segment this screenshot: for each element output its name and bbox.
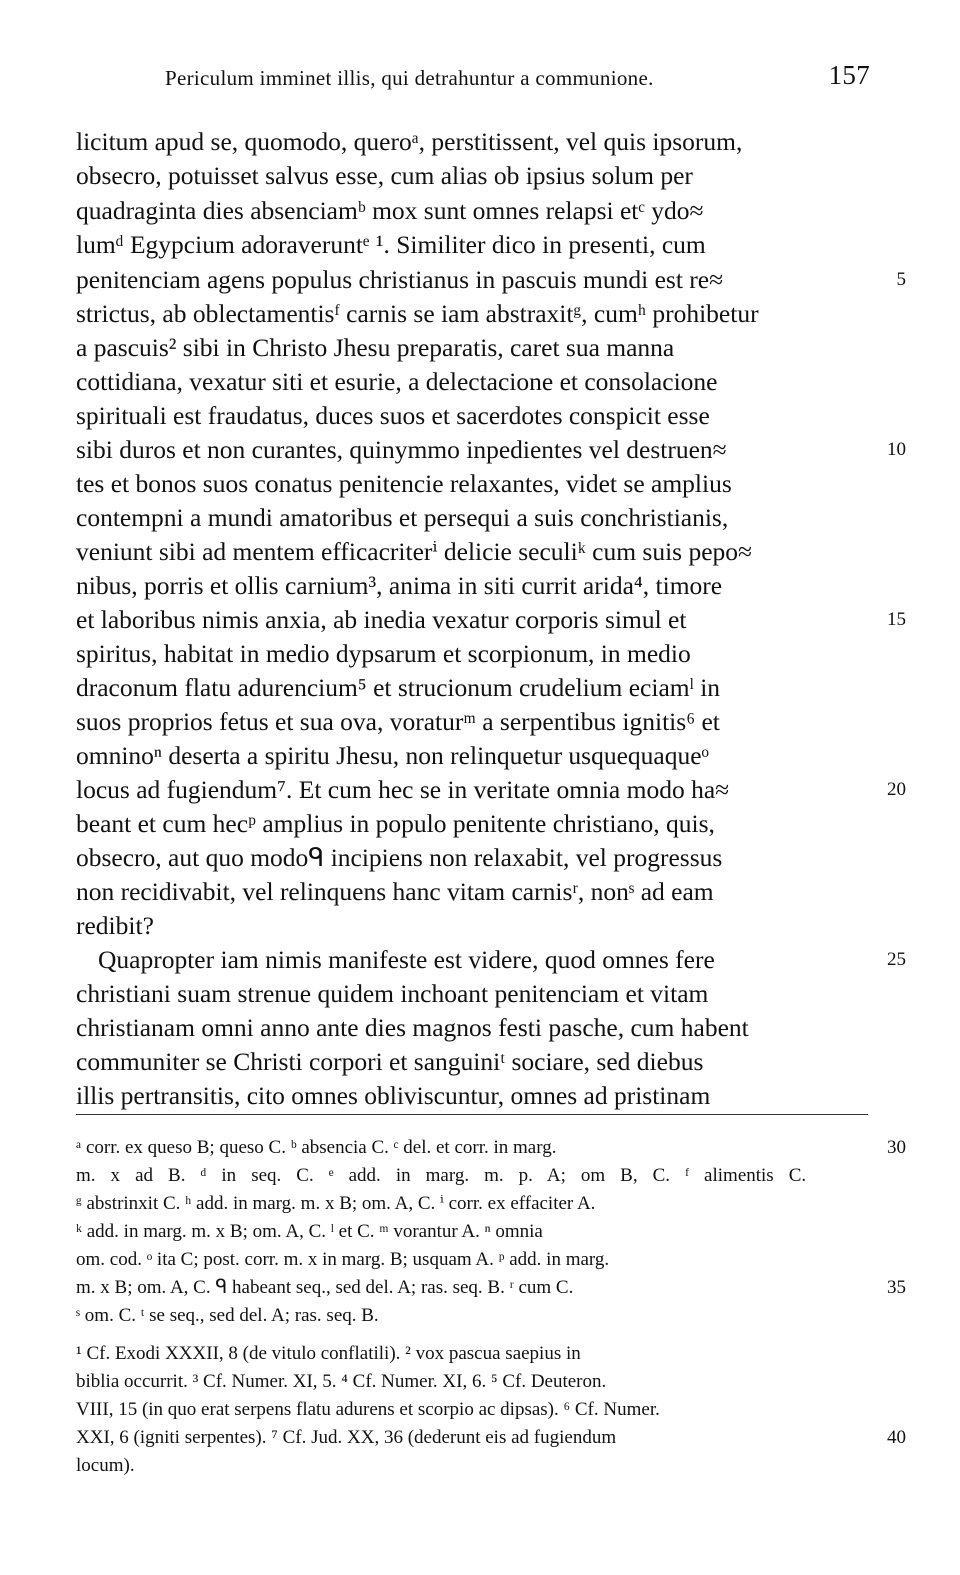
text-line: penitenciam agens populus christianus in pascuis mundi est re≈ [76, 265, 724, 294]
text-line: obsecro, potuisset salvus esse, cum alias ob ipsius solum per [76, 161, 693, 190]
apparatus-line: m. x B; om. A, C. ᑫ habeant seq., sed del. A; ras. seq. B. ʳ cum C. [76, 1277, 574, 1298]
apparatus-line: ˢ om. C. ᵗ se seq., sed del. A; ras. seq. B. [76, 1305, 379, 1326]
page-number: 157 [828, 60, 870, 90]
text-line: illis pertransitis, cito omnes obliviscuntur, omnes ad pristinam [76, 1081, 711, 1110]
text-line: spirituali est fraudatus, duces suos et sacerdotes conspicit esse [76, 401, 710, 430]
line-number: 5 [896, 269, 906, 290]
apparatus-divider [76, 1114, 868, 1115]
text-line: quadraginta dies absenciamᵇ mox sunt omnes relapsi etᶜ ydo≈ [76, 196, 704, 225]
text-line: christiani suam strenue quidem inchoant penitenciam et vitam [76, 979, 709, 1008]
apparatus-line: ᵃ corr. ex queso B; queso C. ᵇ absencia C. ᶜ del. et corr. in marg. [76, 1137, 557, 1158]
source-line: XXI, 6 (igniti serpentes). ⁷ Cf. Jud. XX, 36 (dederunt eis ad fugiendum [76, 1427, 617, 1448]
text-line: redibit? [76, 911, 154, 940]
text-line: suos proprios fetus et sua ova, voraturᵐ a serpentibus ignitis⁶ et [76, 707, 720, 736]
text-line: locus ad fugiendum⁷. Et cum hec se in veritate omnia modo ha≈ [76, 775, 730, 804]
running-head [165, 60, 870, 100]
source-line: ¹ Cf. Exodi XXXII, 8 (de vitulo conflatili). ² vox pascua saepius in [76, 1343, 581, 1364]
text-line: sibi duros et non curantes, quinymmo inpedientes vel destruen≈ [76, 435, 727, 464]
text-line: licitum apud se, quomodo, queroᵃ, perstitissent, vel quis ipsorum, [76, 127, 743, 156]
text-line: a pascuis² sibi in Christo Jhesu preparatis, caret sua manna [76, 333, 675, 362]
text-line: communiter se Christi corpori et sanguiniᵗ sociare, sed diebus [76, 1047, 704, 1076]
apparatus-line: om. cod. ᵒ ita C; post. corr. m. x in marg. B; usquam A. ᵖ add. in marg. [76, 1249, 610, 1270]
text-line: lumᵈ Egypcium adoraveruntᵉ ¹. Similiter dico in presenti, cum [76, 230, 706, 259]
text-line: contempni a mundi amatoribus et persequi a suis conchristianis, [76, 503, 729, 532]
line-number: 20 [887, 779, 906, 800]
text-line: draconum flatu adurencium⁵ et strucionum crudelium eciamˡ in [76, 673, 721, 702]
line-number: 25 [887, 949, 906, 970]
text-line: christianam omni anno ante dies magnos festi pasche, cum habent [76, 1013, 749, 1042]
running-title: Periculum imminet illis, qui detrahuntur a communione. [165, 66, 654, 90]
source-line: biblia occurrit. ³ Cf. Numer. XI, 5. ⁴ Cf. Numer. XI, 6. ⁵ Cf. Deuteron. [76, 1371, 607, 1392]
apparatus-line: ᵍ abstrinxit C. ʰ add. in marg. m. x B; om. A, C. ⁱ corr. ex effaciter A. [76, 1193, 596, 1214]
text-line: nibus, porris et ollis carnium³, anima in siti currit arida⁴, timore [76, 571, 723, 600]
text-line: non recidivabit, vel relinquens hanc vitam carnisʳ, nonˢ ad eam [76, 877, 714, 906]
source-line: locum). [76, 1455, 135, 1476]
line-number: 35 [887, 1277, 906, 1298]
apparatus-line: m. x ad B. ᵈ in seq. C. ᵉ add. in marg. m. p. A; om B, C. ᶠ alimentis C. [76, 1165, 807, 1186]
text-line: strictus, ab oblectamentisᶠ carnis se iam abstraxitᵍ, cumʰ prohibetur [76, 299, 759, 328]
line-number: 15 [887, 609, 906, 630]
apparatus-line: ᵏ add. in marg. m. x B; om. A, C. ˡ et C. ᵐ vorantur A. ⁿ omnia [76, 1221, 543, 1242]
text-line: tes et bonos suos conatus penitencie relaxantes, videt se amplius [76, 469, 732, 498]
text-line: cottidiana, vexatur siti et esurie, a delectacione et consolacione [76, 367, 718, 396]
text-line: omninoⁿ deserta a spiritu Jhesu, non relinquetur usquequaqueᵒ [76, 741, 709, 770]
text-line: beant et cum hecᵖ amplius in populo penitente christiano, quis, [76, 809, 715, 838]
text-line: spiritus, habitat in medio dypsarum et scorpionum, in medio [76, 639, 691, 668]
line-number: 10 [887, 439, 906, 460]
text-line: et laboribus nimis anxia, ab inedia vexatur corporis simul et [76, 605, 687, 634]
text-line: veniunt sibi ad mentem efficacriterⁱ delicie seculiᵏ cum suis pepo≈ [76, 537, 753, 566]
source-line: VIII, 15 (in quo erat serpens flatu adurens et scorpio ac dipsas). ⁶ Cf. Numer. [76, 1399, 660, 1420]
text-line: obsecro, aut quo modoᑫ incipiens non relaxabit, vel progressus [76, 843, 723, 872]
text-line: Quapropter iam nimis manifeste est videre, quod omnes fere [98, 945, 715, 974]
line-number: 40 [887, 1427, 906, 1448]
line-number: 30 [887, 1137, 906, 1158]
